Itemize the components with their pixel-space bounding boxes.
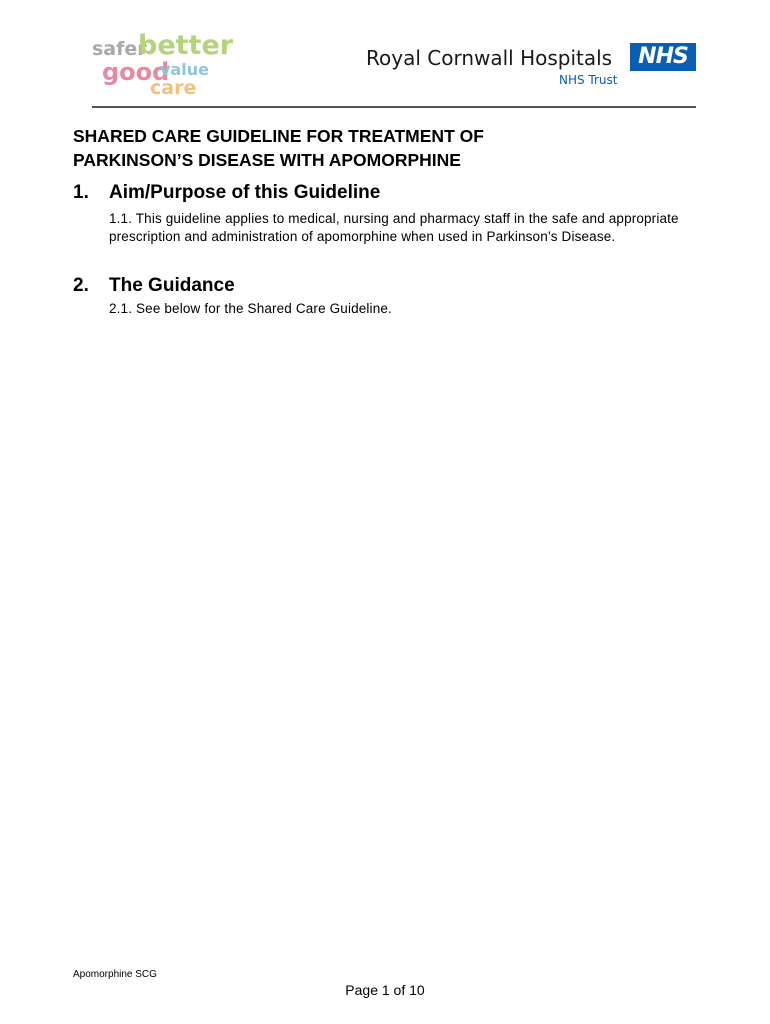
section-1-number: 1. — [73, 182, 89, 203]
nhs-logo: NHS — [630, 43, 696, 71]
footer-document-label: Apomorphine SCG — [73, 969, 157, 980]
tagline-safer: safer — [92, 38, 147, 60]
section-1-heading: Aim/Purpose of this Guideline — [109, 182, 381, 203]
tagline-logo — [90, 30, 234, 100]
document-title-line-2: PARKINSON’S DISEASE WITH APOMORPHINE — [73, 150, 461, 170]
document-title-line-1: SHARED CARE GUIDELINE FOR TREATMENT OF — [73, 126, 484, 146]
header-divider — [92, 106, 696, 108]
tagline-care: care — [150, 77, 197, 99]
section-2-paragraph: 2.1. See below for the Shared Care Guideline. — [109, 301, 392, 316]
document-title — [73, 124, 693, 172]
section-2-number: 2. — [73, 275, 89, 296]
organisation-subtitle: NHS Trust — [559, 73, 618, 87]
page-number: Page 1 of 10 — [345, 982, 425, 998]
section-1-paragraph: 1.1. This guideline applies to medical, nursing and pharmacy staff in the safe and appropriate prescription and administration of apomorphine when used in Parkinson’s Disease. — [109, 211, 679, 244]
tagline-good: good — [102, 58, 170, 86]
section-2-heading: The Guidance — [109, 275, 235, 296]
organisation-name: Royal Cornwall Hospitals — [366, 46, 613, 70]
tagline-value: value — [160, 60, 209, 79]
tagline-better: better — [138, 30, 234, 61]
